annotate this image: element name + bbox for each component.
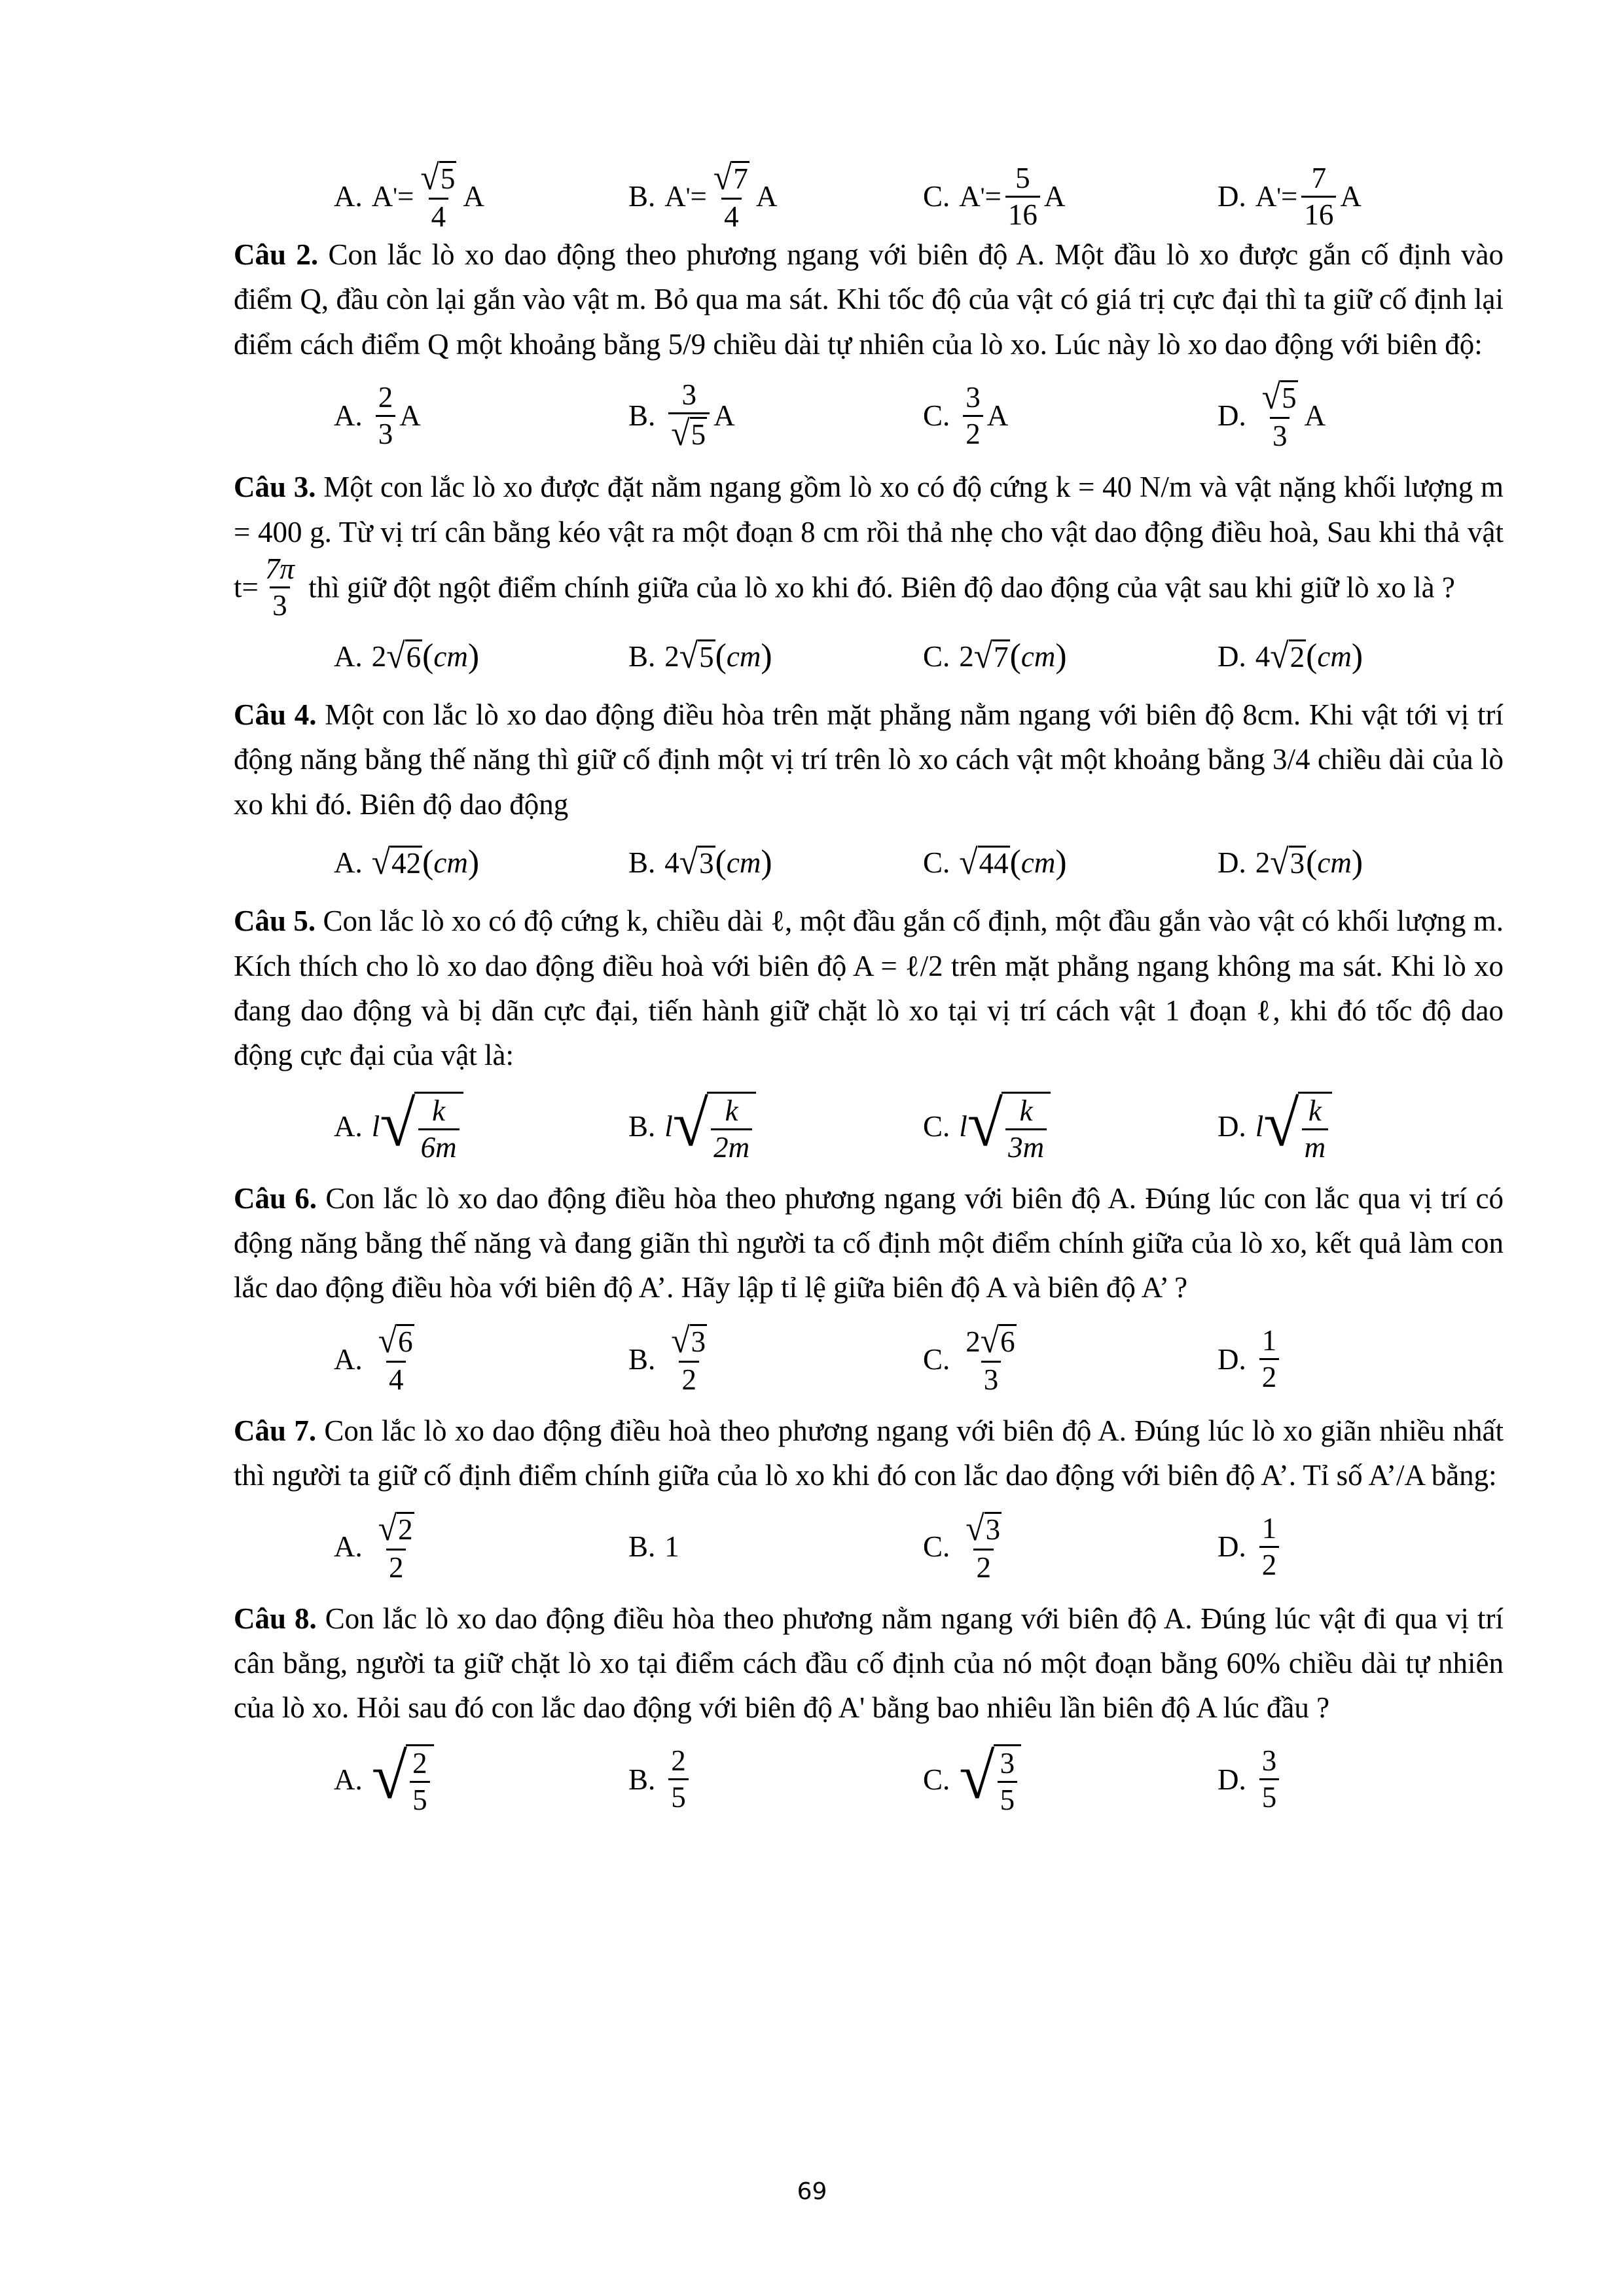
sqrt: √ 44 [959, 842, 1009, 882]
fraction: $\frac{k}{3m}$ [1005, 1096, 1047, 1162]
option-label: D. [1218, 179, 1246, 213]
q6-option-b [628, 1321, 923, 1396]
q5-option-a [334, 1088, 628, 1164]
q4-option-a [334, 837, 628, 889]
sqrt: √ 6 [386, 636, 422, 676]
formula: 2 √ 7 ( cm ) [959, 636, 1067, 676]
q5-options [234, 1078, 1504, 1176]
q6-option-a [334, 1321, 628, 1396]
equals: = [690, 179, 707, 213]
formula: 1 [664, 1530, 679, 1564]
question-label: Câu 5. [234, 905, 316, 938]
sqrt: √ 3 [671, 1321, 706, 1361]
formula: √ 42 ( cm ) [371, 842, 480, 882]
fraction: $\frac{2}{5}$ [668, 1746, 689, 1812]
q5-option-c [923, 1088, 1218, 1164]
question-text: Con lắc lò xo dao động điều hòa theo phương nằm ngang với biên độ A. Đúng lúc vật đi qua vị trí cân bằng, người ta giữ chặt lò xo tại điểm cách đầu cố định của nó một đoạn bằng 60% chiều dài tự nhiên của lò xo. Hỏi sau đó con lắc dao động với biên độ A' bằng bao nhiêu lần biên độ A lúc đầu ? [234, 1602, 1504, 1725]
formula: l √ $\frac{k}{3m}$ [959, 1092, 1051, 1162]
formula: l √ $\frac{k}{6m}$ [372, 1092, 463, 1162]
q7-option-a [334, 1509, 628, 1584]
question-4 [234, 692, 1504, 827]
fraction: √ 5 4 [420, 158, 456, 233]
formula [959, 1321, 1022, 1396]
formula: 2 √ 6 ( cm ) [371, 636, 480, 676]
option-label: B. [628, 1763, 656, 1796]
question-3 [234, 465, 1504, 620]
fraction: $\frac{3}{5}$ [998, 1749, 1018, 1815]
fraction: $\frac{2}{5}$ [410, 1749, 430, 1815]
sqrt: √ $\frac{k}{6m}$ [380, 1092, 463, 1162]
option-label: B. [628, 639, 656, 673]
question-label: Câu 7. [234, 1414, 317, 1447]
question-label: Câu 8. [234, 1602, 317, 1635]
fraction: √ 2 2 [378, 1509, 413, 1584]
q1-option-d [1218, 161, 1362, 231]
sqrt: √ 5 [671, 414, 706, 454]
sqrt: √ 3 [1270, 842, 1305, 882]
symbol: A [371, 179, 393, 213]
fraction: $\frac{7\pi}{3}$ [264, 552, 295, 622]
fraction: √ 7 4 [713, 158, 748, 233]
formula: 2 √ 3 ( cm ) [1255, 842, 1363, 882]
formula [664, 1321, 713, 1396]
option-label: D. [1218, 1763, 1246, 1796]
q5-option-d [1218, 1088, 1332, 1164]
question-text: Con lắc lò xo dao động theo phương ngang với biên độ A. Một đầu lò xo được gắn cố định vào điểm Q, đầu còn lại gắn vào vật m. Bỏ qua ma sát. Khi tốc độ của vật có giá trị cực đại thì ta giữ cố định lại điểm cách điểm Q một khoảng bằng 5/9 chiều dài tự nhiên của lò xo. Lúc này lò xo dao động với biên độ: [234, 238, 1504, 361]
option-label: C. [923, 1530, 950, 1564]
question-8 [234, 1596, 1504, 1731]
formula [959, 1509, 1008, 1584]
symbol: A [1043, 179, 1066, 213]
fraction: $\frac{1}{2}$ [1259, 1326, 1280, 1392]
equals: = [397, 179, 414, 213]
q8-options [234, 1731, 1504, 1829]
symbol: A [1340, 179, 1362, 213]
equals: = [1281, 179, 1298, 213]
sqrt: √ 7 [713, 158, 748, 198]
option-label: A. [334, 1530, 363, 1564]
fraction: $\frac{5}{16}$ [1005, 164, 1040, 230]
sqrt: √ $\frac{k}{m}$ [1263, 1092, 1332, 1162]
option-label: A. [334, 1763, 363, 1796]
q1-options [234, 160, 1504, 232]
q4-option-b [628, 837, 923, 889]
sqrt: √ $\frac{k}{3m}$ [967, 1092, 1051, 1162]
option-label: A. [334, 846, 363, 879]
q4-option-c [923, 837, 1218, 889]
time-formula: t= $\frac{7\pi}{3}$ [234, 554, 301, 620]
q2-option-d [1218, 377, 1326, 453]
option-label: D. [1218, 1110, 1246, 1143]
q3-option-a [334, 631, 628, 683]
q7-option-b [628, 1524, 923, 1569]
option-label: C. [923, 846, 950, 879]
prime: ' [685, 183, 691, 210]
fraction: √ 6 4 [378, 1321, 413, 1396]
q8-option-a [334, 1740, 628, 1816]
fraction: $\frac{3}{2}$ [963, 383, 983, 449]
formula [1255, 161, 1362, 231]
sqrt: √ $\frac{k}{2m}$ [673, 1092, 756, 1162]
formula [1255, 1746, 1284, 1812]
q2-options [234, 367, 1504, 465]
sqrt: √ 7 [973, 636, 1009, 676]
option-label: D. [1218, 399, 1246, 432]
question-7 [234, 1408, 1504, 1498]
sqrt: √ 5 [1261, 377, 1297, 417]
option-label: C. [923, 179, 950, 213]
equals: = [984, 179, 1001, 213]
page-content [234, 160, 1504, 1829]
formula: 4 √ 3 ( cm ) [664, 842, 772, 882]
fraction: $\frac{k}{6m}$ [418, 1096, 460, 1162]
option-label: D. [1218, 846, 1246, 879]
option-label: B. [628, 399, 656, 432]
formula: $\frac{2}{3}$ A [372, 383, 421, 449]
q2-option-c [923, 380, 1218, 450]
formula [371, 1740, 434, 1816]
q4-option-d [1218, 837, 1363, 889]
formula [372, 1509, 421, 1584]
question-text: Một con lắc lò xo được đặt nằm ngang gồm lò xo có độ cứng k = 40 N/m và vật nặng khối lượng m = 400 g. Từ vị trí cân bằng kéo vật ra một đoạn 8 cm rồi thả nhẹ cho vật dao động điều hoà, Sau khi thả vật [234, 471, 1504, 548]
formula [1255, 1326, 1284, 1392]
symbol: A [1255, 179, 1277, 213]
option-label: C. [923, 1110, 950, 1143]
question-6 [234, 1176, 1504, 1310]
option-label: C. [923, 1342, 950, 1376]
fraction: $\frac{k}{2m}$ [711, 1096, 752, 1162]
sqrt: √ 2 [378, 1509, 413, 1549]
sqrt: √ 2 [1270, 636, 1305, 676]
sqrt: √ 6 [980, 1321, 1015, 1361]
fraction: 3 √ 5 [668, 380, 710, 451]
question-5 [234, 899, 1504, 1078]
q2-option-a [334, 380, 628, 450]
formula [371, 158, 484, 233]
sqrt: √ $\frac{2}{5}$ [372, 1744, 434, 1815]
question-label: Câu 6. [234, 1181, 317, 1215]
question-text: Con lắc lò xo dao động điều hòa theo phương ngang với biên độ A. Đúng lúc con lắc qua vị trí có động năng bằng thế năng và đang giãn thì người ta cố định một điểm chính giữa của lò xo, kết quả làm con lắc dao động điều hòa với biên độ A’. Hãy lập tỉ lệ giữa biên độ A và biên độ A’ ? [234, 1181, 1504, 1304]
q6-option-c [923, 1321, 1218, 1396]
sqrt: √ 3 [679, 842, 714, 882]
option-label: D. [1218, 1342, 1246, 1376]
prime: ' [980, 183, 985, 210]
option-label: B. [628, 846, 656, 879]
sqrt: √ 5 [679, 636, 714, 676]
q3-option-b [628, 631, 923, 683]
fraction: √ 3 2 [671, 1321, 706, 1396]
symbol: A [755, 179, 778, 213]
option-label: A. [334, 399, 363, 432]
formula: 2 √ 5 ( cm ) [664, 636, 772, 676]
option-label: B. [628, 1342, 656, 1376]
q1-option-a [334, 158, 628, 233]
sqrt: √ $\frac{3}{5}$ [959, 1744, 1021, 1815]
q3-option-d [1218, 631, 1363, 683]
fraction: $\frac{1}{2}$ [1259, 1514, 1280, 1580]
q2-option-b [628, 378, 923, 454]
q1-option-c [923, 161, 1218, 231]
sqrt: √ 42 [371, 842, 422, 882]
option-label: B. [628, 1530, 656, 1564]
formula: $\frac{3}{2}$ A [959, 383, 1008, 449]
q8-option-d [1218, 1746, 1283, 1812]
question-label: Câu 4. [234, 698, 317, 731]
fraction: $\frac{7}{16}$ [1301, 164, 1336, 230]
question-text: Con lắc lò xo dao động điều hoà theo phương ngang với biên độ A. Đúng lúc lò xo giãn nhiều nhất thì người ta giữ cố định điểm chính giữa của lò xo khi đó con lắc dao động với biên độ A’. Tỉ số A’/A bằng: [234, 1414, 1504, 1492]
symbol: A [664, 179, 686, 213]
option-label: A. [334, 639, 363, 673]
q7-options [234, 1498, 1504, 1596]
option-label: A. [334, 1110, 363, 1143]
prime: ' [1276, 183, 1282, 210]
formula: l √ $\frac{k}{2m}$ [664, 1092, 756, 1162]
question-text: Con lắc lò xo có độ cứng k, chiều dài ℓ, một đầu gắn cố định, một đầu gắn vào vật có khối lượng m. Kích thích cho lò xo dao động điều hoà với biên độ A = ℓ/2 trên mặt phẳng ngang không ma sát. Khi lò xo đang dao động và bị dãn cực đại, tiến hành giữ chặt lò xo tại vị trí cách vật 1 đoạn ℓ, khi đó tốc độ dao động cực đại của vật là: [234, 905, 1504, 1072]
q6-options [234, 1310, 1504, 1408]
question-label: Câu 3. [234, 471, 316, 504]
q5-option-b [628, 1088, 923, 1164]
formula [664, 1746, 693, 1812]
fraction: √ 5 3 [1261, 377, 1297, 453]
question-label: Câu 2. [234, 238, 319, 271]
formula [664, 158, 778, 233]
fraction: √ 3 2 [965, 1509, 1001, 1584]
option-label: D. [1218, 639, 1246, 673]
prime: ' [393, 183, 398, 210]
option-label: A. [334, 1342, 363, 1376]
q3-option-c [923, 631, 1218, 683]
sqrt: √ 6 [378, 1321, 413, 1361]
formula [372, 1321, 421, 1396]
q4-options [234, 827, 1504, 899]
q1-option-b [628, 158, 923, 233]
page-number: 69 [797, 2178, 827, 2205]
formula [959, 1740, 1021, 1816]
formula [959, 161, 1066, 231]
option-label: D. [1218, 1530, 1246, 1564]
option-label: C. [923, 399, 950, 432]
fraction: 2 √ 6 3 [965, 1321, 1015, 1396]
option-label: C. [923, 639, 950, 673]
formula: √ 44 ( cm ) [959, 842, 1067, 882]
q8-option-b [628, 1746, 923, 1812]
formula: √ 5 3 A [1255, 380, 1326, 451]
formula [1255, 1514, 1284, 1580]
q6-option-d [1218, 1326, 1283, 1392]
question-text: thì giữ đột ngột điểm chính giữa của lò xo khi đó. Biên độ dao động của vật sau khi giữ lò xo là ? [308, 571, 1455, 604]
formula: 3 √ 5 A [664, 380, 734, 451]
formula: l √ $\frac{k}{m}$ [1255, 1092, 1332, 1162]
q7-option-d [1218, 1514, 1283, 1580]
formula: 4 √ 2 ( cm ) [1255, 636, 1363, 676]
sqrt: √ 3 [965, 1509, 1001, 1549]
fraction: $\frac{3}{5}$ [1259, 1746, 1280, 1812]
q7-option-c [923, 1509, 1218, 1584]
symbol: A [959, 179, 981, 213]
sqrt: √ 5 [420, 158, 456, 198]
symbol: A [463, 179, 484, 213]
fraction: $\frac{k}{m}$ [1302, 1096, 1329, 1162]
question-2 [234, 232, 1504, 367]
option-label: B. [628, 1110, 656, 1143]
fraction: $\frac{2}{3}$ [376, 383, 396, 449]
question-text: Một con lắc lò xo dao động điều hòa trên mặt phẳng nằm ngang với biên độ 8cm. Khi vật tới vị trí động năng bằng thế năng thì giữ cố định một vị trí trên lò xo cách vật một khoảng bằng 3/4 chiều dài của lò xo khi đó. Biên độ dao động [234, 698, 1504, 821]
option-label: B. [628, 179, 656, 213]
option-label: C. [923, 1763, 950, 1796]
q3-options [234, 620, 1504, 692]
q8-option-c [923, 1740, 1218, 1816]
option-label: A. [334, 179, 363, 213]
